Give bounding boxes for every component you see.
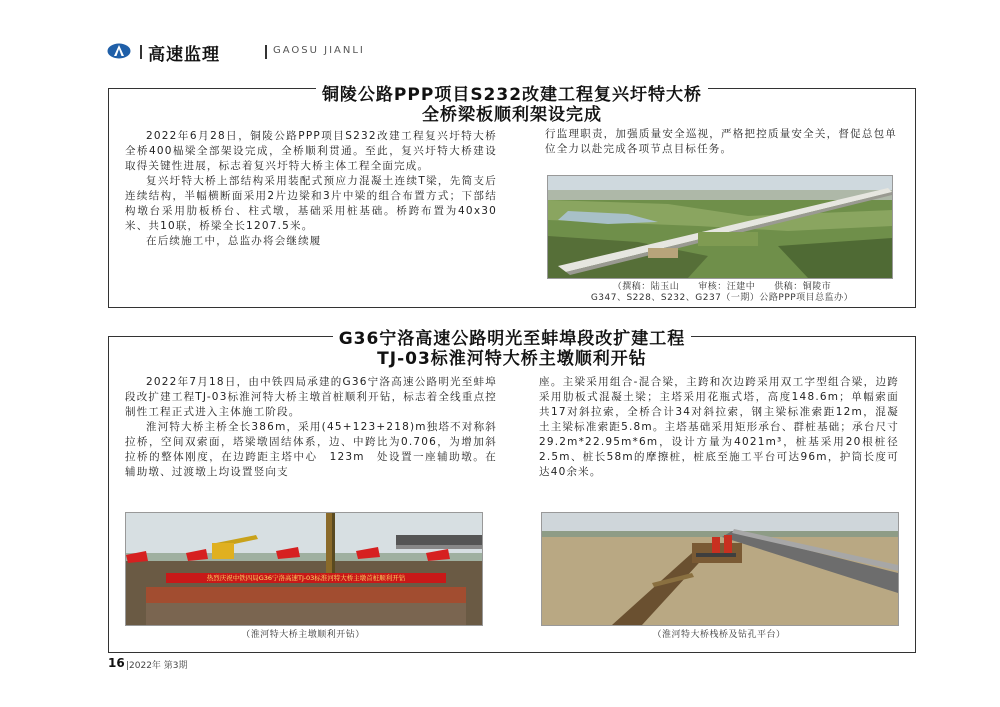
- article-1-caption-line1: （撰稿：陆玉山 审核：汪建中 供稿：铜陵市: [612, 282, 832, 292]
- header-brand-en: GAOSU JIANLI: [273, 45, 365, 56]
- article-2-caption-left: （淮河特大桥主墩顺利开钻）: [241, 630, 365, 640]
- drilling-ceremony-photo: [125, 512, 483, 626]
- paragraph: 复兴圩特大桥上部结构采用装配式预应力混凝土连续T梁，先简支后连续结构，半幅横断面采用2片边梁和3片中梁的组合布置方式；下部结构墩台采用肋板桥台、柱式墩，基础采用桩基础。桥跨布置为40x30米、共10联，桥梁全长1207.5米。: [125, 175, 497, 232]
- article-1: [108, 85, 916, 308]
- article-2-right-column: [539, 375, 899, 480]
- celebration-banner: 热烈庆祝中铁四局G36宁洛高速TJ-03标淮河特大桥主墩首桩顺利开钻: [206, 574, 406, 582]
- trestle-platform-photo: [541, 512, 899, 626]
- article-2-title-line2: TJ-03标淮河特大桥主墩顺利开钻: [109, 349, 915, 369]
- article-2: [108, 329, 916, 653]
- header-divider: [140, 45, 142, 59]
- ceremony-scene: [126, 513, 482, 625]
- article-1-title-line2: 全桥梁板顺利架设完成: [109, 105, 915, 125]
- article-1-caption-line2: G347、S228、S232、G237（一期）公路PPP项目总监办）: [590, 293, 854, 303]
- paragraph: 在后续施工中，总监办将会继续履: [146, 235, 322, 247]
- gaosu-logo-icon: [107, 43, 131, 59]
- article-2-left-column: [125, 375, 497, 480]
- article-2-caption-right: （淮河特大桥栈桥及钻孔平台）: [652, 630, 786, 640]
- header-divider: [265, 45, 267, 59]
- page-number: 16: [108, 656, 125, 670]
- article-1-title-line1: 铜陵公路PPP项目S232改建工程复兴圩特大桥: [109, 85, 915, 105]
- issue-label: |2022年 第3期: [126, 661, 188, 671]
- article-2-title-line1: G36宁洛高速公路明光至蚌埠段改扩建工程: [109, 329, 915, 349]
- paragraph: 2022年7月18日，由中铁四局承建的G36宁洛高速公路明光至蚌埠段改扩建工程TJ-03标淮河特大桥主墩首桩顺利开钻，标志着全线重点控制性工程正式进入主体施工阶段。: [125, 376, 497, 418]
- paragraph: 行监理职责，加强质量安全巡视，严格把控质量安全关，督促总包单位全力以赴完成各项节点目标任务。: [545, 128, 897, 155]
- article-1-right-column: [545, 127, 897, 157]
- paragraph: 淮河特大桥主桥全长386m，采用(45+123+218)m独塔不对称斜拉桥，空间双索面，塔梁墩固结体系，边、中跨比为0.706，为增加斜拉桥的整体刚度，在边跨距主塔中心 123m 处设置一座辅助墩。在辅助墩、过渡墩上均设置竖向支: [125, 421, 497, 478]
- header-brand-cn: 高速监理: [148, 45, 220, 65]
- paragraph: 座。主梁采用组合-混合梁，主跨和次边跨采用双工字型组合梁，边跨采用肋板式混凝土梁；主塔采用花瓶式塔，高度148.6m；单幅索面共17对斜拉索，全桥合计34对斜拉索，钢主梁标准索距12m，混凝土主梁标准索距5.8m。主塔基础采用矩形承台、群桩基础；承台尺寸29.2m*22.95m*6m，设计方量为4021m³，桩基采用20根桩径2.5m、桩长58m的摩擦桩，桩底至施工平台可达96m，护筒长度可达40余米。: [539, 376, 899, 478]
- article-1-left-column: [125, 129, 497, 249]
- bridge-aerial-photo: [547, 175, 893, 279]
- paragraph: 2022年6月28日，铜陵公路PPP项目S232改建工程复兴圩特大桥全桥400榀梁全部架设完成，全桥顺利贯通。至此，复兴圩特大桥建设取得关键性进展，标志着复兴圩特大桥主体工程全面完成。: [125, 130, 497, 172]
